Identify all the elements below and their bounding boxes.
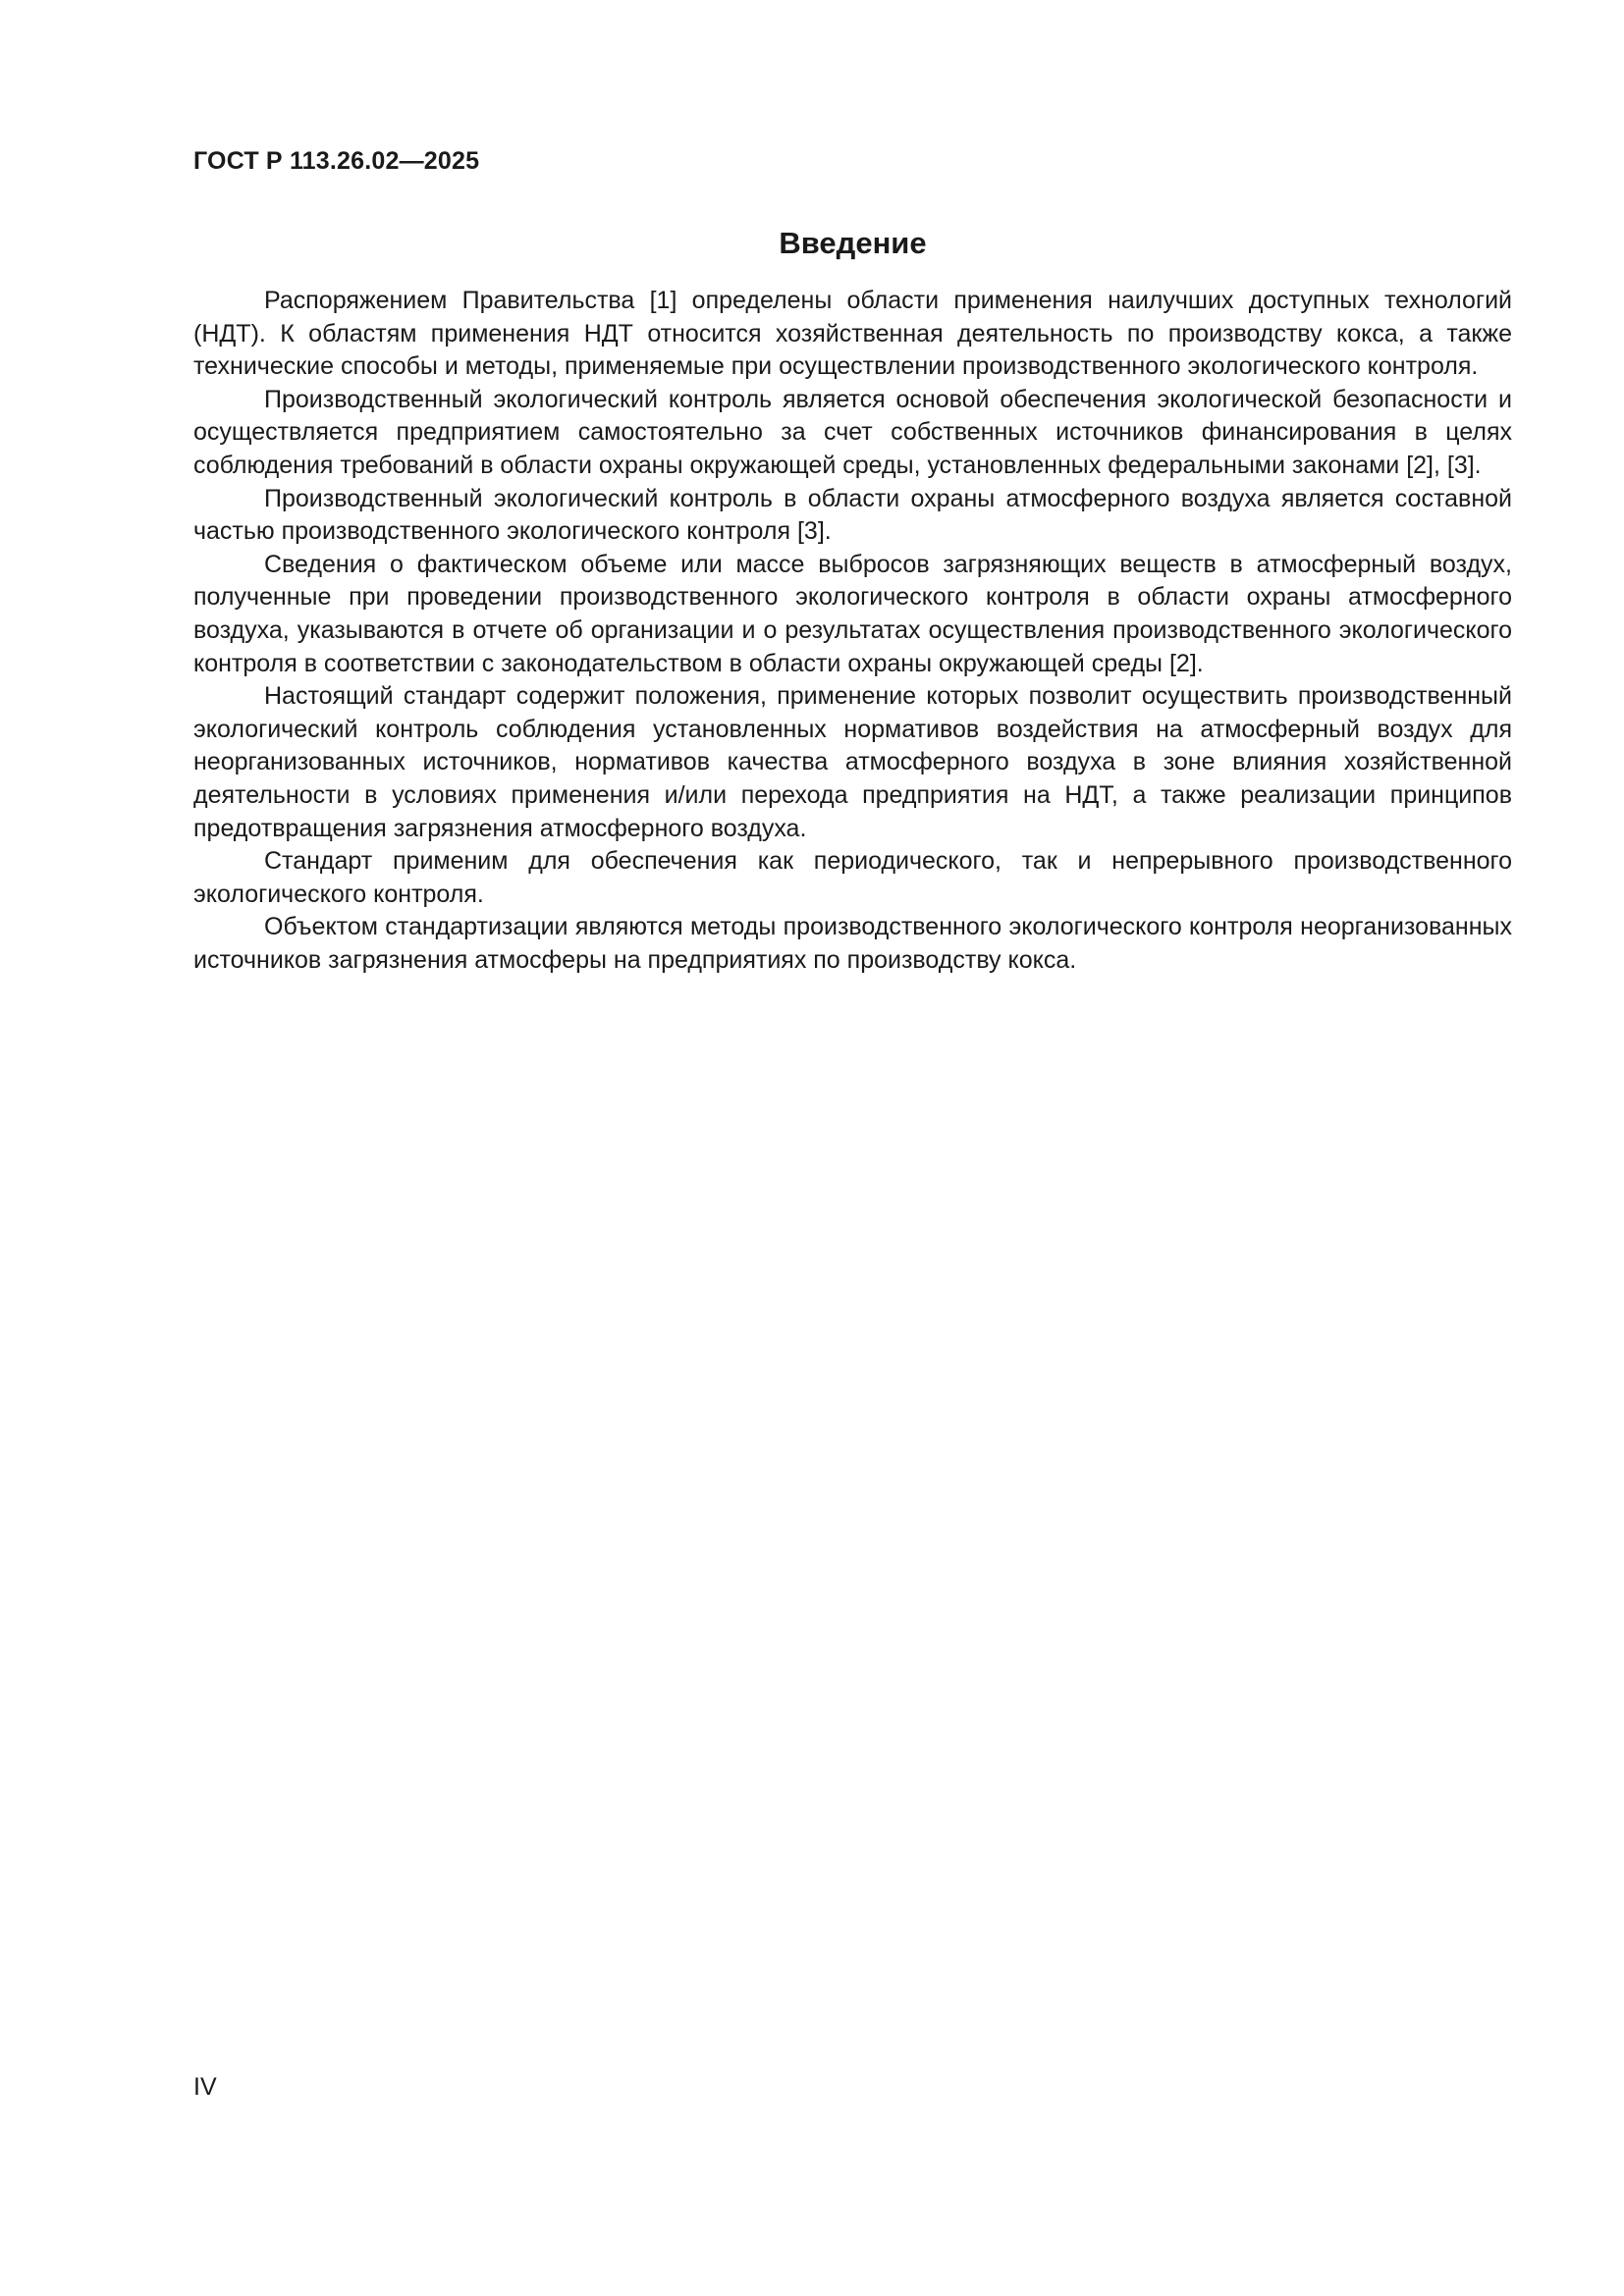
- document-code-header: ГОСТ Р 113.26.02—2025: [193, 147, 480, 175]
- paragraph: Объектом стандартизации являются методы производственного экологического контроля неорганизованных источников загрязнения атмосферы на предприятиях по производству кокса.: [193, 913, 1512, 974]
- paragraph: Настоящий стандарт содержит положения, применение которых позволит осуществить производственный экологический контроль соблюдения установленных нормативов воздействия на атмосферный воздух для неорганизованных источников, нормативов качества атмосферного воздуха в зоне влияния хозяйственной деятельности в условиях применения и/или перехода предприятия на НДТ, а также реализации принципов предотвращения загрязнения атмосферного воздуха.: [193, 682, 1512, 842]
- paragraph: Производственный экологический контроль является основой обеспечения экологической безопасности и осуществляется предприятием самостоятельно за счет собственных источников финансирования в целях соблюдения требований в области охраны окружающей среды, установленных федеральными законами [2], [3].: [193, 385, 1512, 479]
- section-title: Введение: [779, 226, 927, 260]
- paragraph: Производственный экологический контроль в области охраны атмосферного воздуха является составной частью производственного экологического контроля [3].: [193, 484, 1512, 546]
- paragraph: Сведения о фактическом объеме или массе выбросов загрязняющих веществ в атмосферный воздух, полученные при проведении производственного экологического контроля в области охраны атмосферного воздуха, указываются в отчете об организации и о результатах осуществления производственного экологического контроля в соответствии с законодательством в области охраны окружающей среды [2].: [193, 550, 1512, 677]
- page-number: IV: [193, 2073, 217, 2101]
- section-body: [193, 285, 1512, 977]
- paragraph: Стандарт применим для обеспечения как периодического, так и непрерывного производственного экологического контроля.: [193, 847, 1512, 908]
- paragraph: Распоряжением Правительства [1] определены области применения наилучших доступных технологий (НДТ). К областям применения НДТ относится хозяйственная деятельность по производству кокса, а также технические способы и методы, применяемые при осуществлении производственного экологического контроля.: [193, 287, 1512, 381]
